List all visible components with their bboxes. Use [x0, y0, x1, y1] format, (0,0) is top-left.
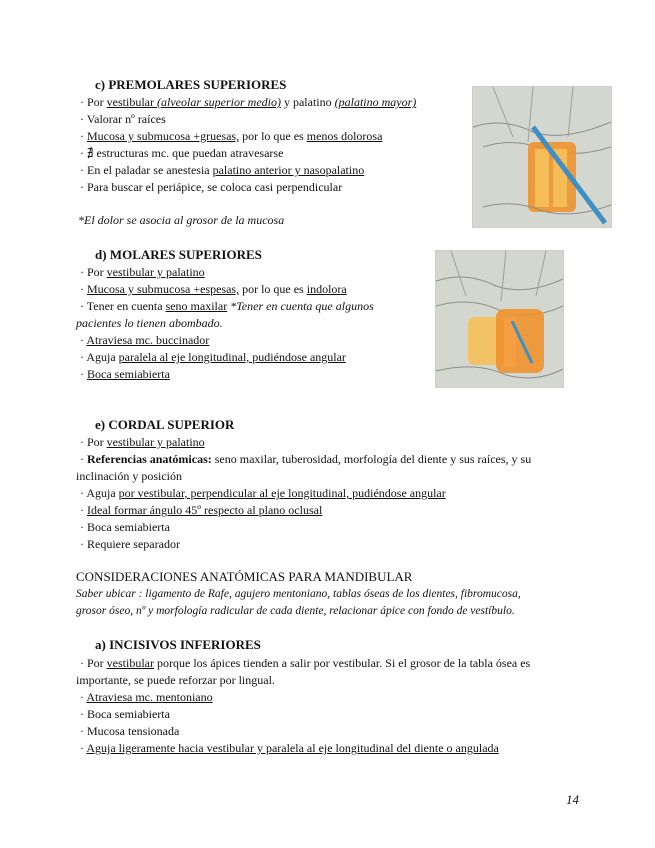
sec-c-line-6: · Para buscar el periápice, se coloca casi perpendicular [80, 180, 343, 194]
sec-d-line-4: · Atraviesa mc. buccinador [80, 333, 210, 347]
sec-a-line-5: · Aguja ligeramente hacia vestibular y paralela al eje longitudinal del diente o angulada [80, 741, 499, 755]
sec-d-line-3: · Tener en cuenta seno maxilar *Tener en cuenta que algunos [80, 299, 374, 313]
sec-a-line-4: · Mucosa tensionada [80, 724, 180, 738]
premolar-illustration [472, 86, 612, 228]
sec-e-line-4: · Ideal formar ángulo 45º respecto al plano oclusal [80, 503, 323, 517]
sec-c-line-4: · ∄ estructuras mc. que puedan atravesarse [80, 146, 284, 160]
sec-c-line-5: · En el paladar se anestesia palatino anterior y nasopalatino [80, 163, 365, 177]
sec-e-line-2b: inclinación y posición [76, 469, 182, 483]
section-d-title: d) MOLARES SUPERIORES [95, 247, 262, 262]
sec-c-line-2: · Valorar nº raíces [80, 112, 166, 126]
mandibular-title: CONSIDERACIONES ANATÓMICAS PARA MANDIBULAR [76, 569, 413, 584]
section-c-title: c) PREMOLARES SUPERIORES [95, 77, 287, 92]
sec-c-note: *El dolor se asocia al grosor de la mucosa [78, 213, 285, 227]
sec-d-line-5: · Aguja paralela al eje longitudinal, pudiéndose angular [80, 350, 346, 364]
sec-d-line-1: · Por vestibular y palatino [80, 265, 205, 279]
sec-d-line-6: · Boca semiabierta [80, 367, 170, 381]
sec-e-line-2: · Referencias anatómicas: seno maxilar, tuberosidad, morfología del diente y sus raíces, y su [80, 452, 532, 466]
sec-e-line-1: · Por vestibular y palatino [80, 435, 205, 449]
section-a-title: a) INCISIVOS INFERIORES [95, 637, 261, 652]
sec-e-line-5: · Boca semiabierta [80, 520, 170, 534]
sec-e-line-3: · Aguja por vestibular, perpendicular al eje longitudinal, pudiéndose angular [80, 486, 446, 500]
sec-e-line-6: · Requiere separador [80, 537, 180, 551]
page-number: 14 [566, 792, 579, 807]
sec-a-line-3: · Boca semiabierta [80, 707, 170, 721]
sec-a-line-2: · Atraviesa mc. mentoniano [80, 690, 213, 704]
mandibular-text-2: grosor óseo, nº y morfología radicular de cada diente, relacionar ápice con fondo de vestíbulo. [76, 605, 515, 617]
mandibular-text-1: Saber ubicar : ligamento de Rafe, agujero mentoniano, tablas óseas de los dientes, fibromucosa, [76, 588, 521, 600]
sec-a-line-1b: importante, se puede reforzar por lingual. [76, 673, 275, 687]
sec-d-line-3b: pacientes lo tienen abombado. [76, 316, 223, 330]
section-e-title: e) CORDAL SUPERIOR [95, 417, 235, 432]
sec-a-line-1: · Por vestibular porque los ápices tienden a salir por vestibular. Si el grosor de la tabla ósea es [80, 656, 531, 670]
sec-c-line-1: · Por vestibular (alveolar superior medio) y palatino (palatino mayor) [80, 95, 417, 109]
molar-illustration [435, 250, 564, 388]
sec-c-line-3: · Mucosa y submucosa +gruesas, por lo que es menos dolorosa [80, 129, 383, 143]
sec-d-line-2: · Mucosa y submucosa +espesas, por lo que es indolora [80, 282, 347, 296]
